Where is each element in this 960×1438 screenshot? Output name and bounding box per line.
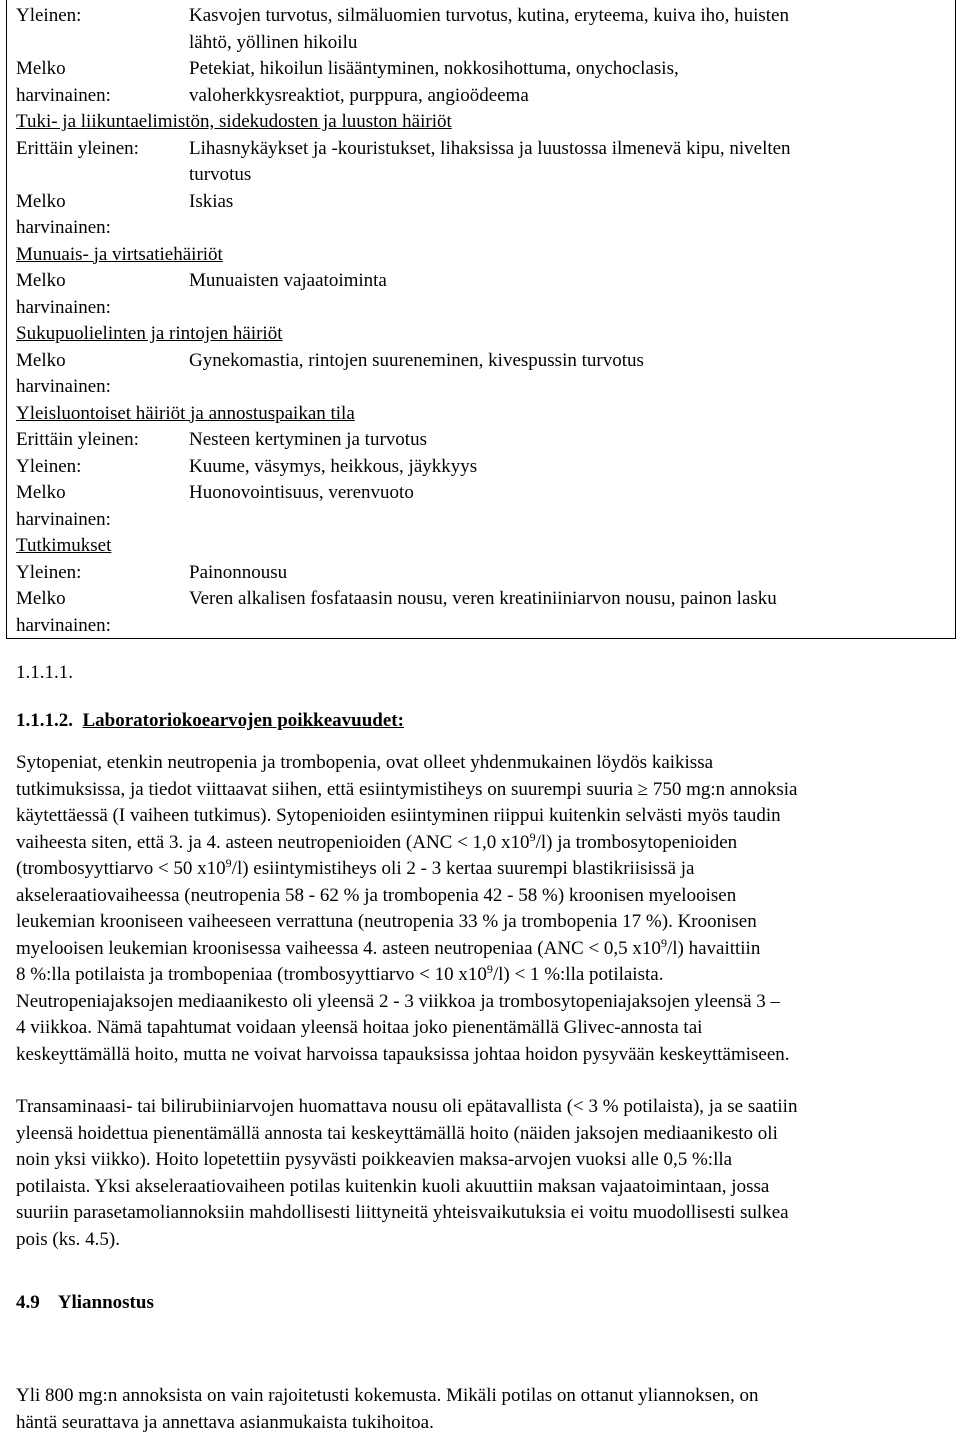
heading-title: Laboratoriokoearvojen poikkeavuudet:	[82, 710, 404, 731]
heading-title: Yliannostus	[57, 1292, 154, 1313]
adverse-effects-table	[16, 3, 946, 639]
overdose-heading	[16, 1290, 154, 1317]
effect-text: Kasvojen turvotus, silmäluomien turvotus, kutina, eryteema, kuiva iho, huisten lähtö, yöllinen hikoilu	[189, 5, 789, 53]
ge-symbol: ≥	[637, 778, 649, 800]
table-row	[16, 268, 946, 321]
section-heading: Tuki- ja liikuntaelimistön, sidekudosten ja luuston häiriöt	[16, 111, 452, 132]
table-row	[16, 136, 946, 189]
effect-text: Gynekomastia, rintojen suureneminen, kivespussin turvotus	[189, 349, 644, 371]
effect-text: Painonnousu	[189, 561, 288, 583]
effect-text: Iskias	[189, 190, 234, 212]
frequency-label: Melko harvinainen:	[16, 588, 111, 636]
section-number: 1.1.1.1.	[16, 662, 73, 683]
table-row	[16, 3, 946, 56]
frequency-label: Yleinen:	[16, 455, 82, 477]
lab-abnormalities-heading	[16, 708, 404, 735]
heading-number: 4.9	[16, 1292, 40, 1313]
frequency-label: Yleinen:	[16, 5, 82, 26]
frequency-label: Melko harvinainen:	[16, 270, 111, 318]
effect-text: Veren alkalisen fosfataasin nousu, veren kreatiniiniarvon nousu, painon lasku	[189, 588, 777, 609]
overdose-paragraph: Yli 800 mg:n annoksista on vain rajoitetusti kokemusta. Mikäli potilas on ottanut yliannoksen, on häntä seurattava ja annettava asianmukaista tukihoitoa.	[16, 1385, 759, 1433]
frequency-label: Erittäin yleinen:	[16, 137, 139, 159]
effect-text: Lihasnykäykset ja -kouristukset, lihaksissa ja luustossa ilmenevä kipu, nivelten turvotus	[189, 137, 791, 185]
table-row	[16, 427, 946, 454]
table-row	[16, 348, 946, 401]
table-row	[16, 560, 946, 587]
table-row	[16, 480, 946, 533]
transaminase-paragraph: Transaminaasi- tai bilirubiiniarvojen huomattava nousu oli epätavallista (< 3 % potilaista), ja se saatiin yleensä hoidettua pienentämällä annosta tai keskeyttämällä hoito (näiden jaksojen mediaanikesto oli noin yksi viikko). Hoito lopetettiin pysyvästi poikkeavien maksa-arvojen vuoksi alle 0,5 %:lla potilaista. Yksi akseleraatiovaiheen potilas kuitenkin kuoli akuuttiin maksan vajaatoimintaan, jossa suuriin parasetamoliannoksiin mahdollisesti liittyneitä yhteisvaikutuksia ei voitu muodollisesti sulkea pois (ks. 4.5).	[16, 1096, 798, 1250]
table-row	[16, 56, 946, 109]
table-row	[16, 586, 946, 639]
section-heading: Munuais- ja virtsatiehäiriöt	[16, 243, 223, 265]
effect-text: Huonovointisuus, verenvuoto	[189, 482, 414, 503]
effect-text: Nesteen kertyminen ja turvotus	[189, 429, 427, 450]
frequency-label: Yleinen:	[16, 561, 82, 583]
section-heading: Tutkimukset	[16, 535, 112, 556]
effect-text: Petekiat, hikoilun lisääntyminen, nokkosihottuma, onychoclasis, valoherkkysreaktiot, purppura, angioödeema	[189, 58, 679, 106]
frequency-label: Erittäin yleinen:	[16, 429, 139, 450]
cytopenia-paragraph: Sytopeniat, etenkin neutropenia ja trombopenia, ovat olleet yhdenmukainen löydös kaikissa tutkimuksissa, ja tiedot viittaavat siihen, että esiintymistiheys on suurempi suuria ≥ 750 mg:n annoksia käytettäessä (I vaiheen tutkimus). Sytopenioiden esiintyminen riippui kuitenkin selvästi myös taudin vaiheesta siten, että 3. ja 4. asteen neutropenioiden (ANC < 1,0 $x10^9/l$) ja trombosytopenioiden (trombosyyttiarvo < 50 $x10^9/l$) esiintymistiheys oli 2 - 3 kertaa suurempi blastikriisissä ja akseleraatiovaiheessa (neutropenia 58 - 62 % ja trombopenia 42 - 58 %) kroonisen myelooisen leukemian krooniseen vaiheeseen verrattuna (neutropenia 33 % ja trombopenia 17 %). Kroonisen myelooisen leukemian kroonisessa vaiheessa 4. asteen neutropeniaa (ANC < 0,5 $x10^9/l$) havaittiin 8 %:lla potilaista ja trombopeniaa (trombosyyttiarvo < 10 $x10^9/l) < 1$ %:lla potilaista. Neutropeniajaksojen mediaanikesto oli yleensä 2 - 3 viikkoa ja trombosytopeniajaksojen yleensä 3 – 4 viikkoa. Nämä tapahtumat voidaan yleensä hoitaa joko pienentämällä Glivec-annosta tai keskeyttämällä hoito, mutta ne voivat harvoissa tapauksissa johtaa hoidon pysyvään keskeyttämiseen.	[16, 752, 798, 1065]
effect-text: Munuaisten vajaatoiminta	[189, 270, 387, 291]
section-heading: Sukupuolielinten ja rintojen häiriöt	[16, 323, 283, 344]
section-heading: Yleisluontoiset häiriöt ja annostuspaikan tila	[16, 402, 355, 424]
frequency-label: Melko harvinainen:	[16, 482, 111, 530]
effect-text: Kuume, väsymys, heikkous, jäykkyys	[189, 455, 478, 477]
frequency-label: Melko harvinainen:	[16, 349, 111, 397]
frequency-label: Melko harvinainen:	[16, 190, 111, 238]
frequency-label: Melko harvinainen:	[16, 58, 111, 106]
heading-number: 1.1.1.2.	[16, 710, 73, 731]
table-row	[16, 454, 946, 481]
table-row	[16, 189, 946, 242]
